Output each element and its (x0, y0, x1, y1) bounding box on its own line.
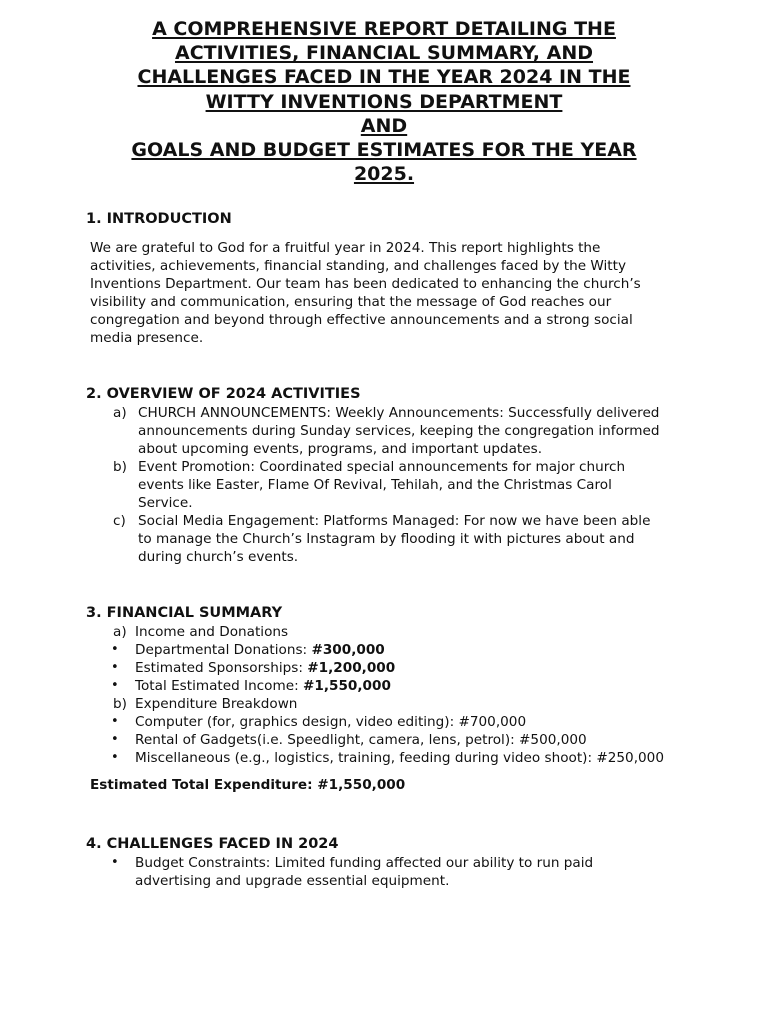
paragraph-line: We are grateful to God for a fruitful year in 2024. This report highlights the (90, 240, 601, 256)
title-line: AND (360, 114, 408, 137)
list-item-line: Service. (138, 495, 193, 511)
list-item (111, 749, 664, 767)
title-line: GOALS AND BUDGET ESTIMATES FOR THE YEAR (131, 139, 637, 162)
paragraph-line: activities, achievements, financial standing, and challenges faced by the Witty (90, 258, 627, 274)
paragraph-line: Inventions Department. Our team has been dedicated to enhancing the church’s (90, 276, 641, 292)
list-item-line: advertising and upgrade essential equipment. (135, 873, 450, 889)
financial-list (111, 623, 664, 767)
list-item (111, 641, 664, 659)
title-line: CHALLENGES FACED IN THE YEAR 2024 IN THE (137, 66, 631, 89)
section-heading-introduction: 1. INTRODUCTION (86, 211, 232, 227)
list-item (111, 731, 664, 749)
paragraph-line: congregation and beyond through effective announcements and a strong social (90, 312, 633, 328)
list-marker: b) (113, 459, 127, 475)
bullet-icon: • (111, 855, 119, 870)
list-item (111, 659, 664, 677)
list-item-line: CHURCH ANNOUNCEMENTS: Weekly Announcements: Successfully delivered (138, 405, 660, 421)
list-marker: b) (113, 696, 127, 712)
list-item (113, 512, 659, 566)
list-item-line: during church’s events. (138, 549, 299, 565)
list-item-line: about upcoming events, programs, and important updates. (138, 441, 543, 457)
list-marker: c) (113, 513, 126, 529)
bullet-icon: • (111, 732, 119, 747)
overview-list (113, 404, 660, 566)
item-label: Total Estimated Income: (135, 678, 303, 694)
item-label: Departmental Donations: (135, 642, 312, 658)
bullet-icon: • (111, 660, 119, 675)
report-title (0, 17, 768, 186)
paragraph-line: visibility and communication, ensuring that the message of God reaches our (90, 294, 612, 310)
list-item-line: announcements during Sunday services, keeping the congregation informed (138, 423, 660, 439)
title-line: WITTY INVENTIONS DEPARTMENT (205, 90, 563, 113)
title-line: 2025. (353, 163, 415, 186)
list-marker: a) (113, 624, 127, 640)
total-expenditure: Estimated Total Expenditure: #1,550,000 (90, 777, 406, 793)
list-item (111, 677, 664, 695)
item-label: Estimated Sponsorships: (135, 660, 308, 676)
section-heading-financial-summary: 3. FINANCIAL SUMMARY (86, 605, 283, 621)
list-item-line: Social Media Engagement: Platforms Managed: For now we have been able (138, 513, 651, 529)
title-line: A COMPREHENSIVE REPORT DETAILING THE (152, 18, 616, 40)
item-label: Rental of Gadgets(i.e. Speedlight, camera, lens, petrol): #500,000 (135, 732, 587, 748)
section-heading-overview: 2. OVERVIEW OF 2024 ACTIVITIES (86, 386, 361, 402)
item-value: #300,000 (311, 642, 385, 658)
list-item-expenditure-heading (113, 695, 664, 713)
list-item (113, 458, 659, 512)
title-line: ACTIVITIES, FINANCIAL SUMMARY, AND (174, 42, 594, 65)
list-item (113, 404, 660, 458)
list-marker: a) (113, 405, 127, 421)
list-item-income-heading (113, 623, 664, 641)
list-item (111, 713, 664, 731)
list-item-label: Expenditure Breakdown (135, 696, 298, 712)
list-item (111, 854, 594, 890)
list-item-line: events like Easter, Flame Of Revival, Tehilah, and the Christmas Carol (138, 477, 612, 493)
paragraph-line: media presence. (90, 330, 204, 346)
item-label: Computer (for, graphics design, video editing): #700,000 (135, 714, 527, 730)
list-item-line: Budget Constraints: Limited funding affected our ability to run paid (135, 855, 594, 871)
list-item-line: to manage the Church’s Instagram by flooding it with pictures about and (138, 531, 635, 547)
section-heading-challenges: 4. CHALLENGES FACED IN 2024 (86, 836, 339, 852)
bullet-icon: • (111, 750, 119, 765)
item-value: #1,200,000 (307, 660, 396, 676)
bullet-icon: • (111, 714, 119, 729)
list-item-line: Event Promotion: Coordinated special announcements for major church (138, 459, 626, 475)
item-label: Miscellaneous (e.g., logistics, training, feeding during video shoot): #250,000 (135, 750, 664, 766)
introduction-paragraph (90, 239, 641, 347)
item-value: #1,550,000 (302, 678, 391, 694)
challenges-list (111, 854, 594, 890)
list-item-label: Income and Donations (135, 624, 289, 640)
bullet-icon: • (111, 678, 119, 693)
bullet-icon: • (111, 642, 119, 657)
